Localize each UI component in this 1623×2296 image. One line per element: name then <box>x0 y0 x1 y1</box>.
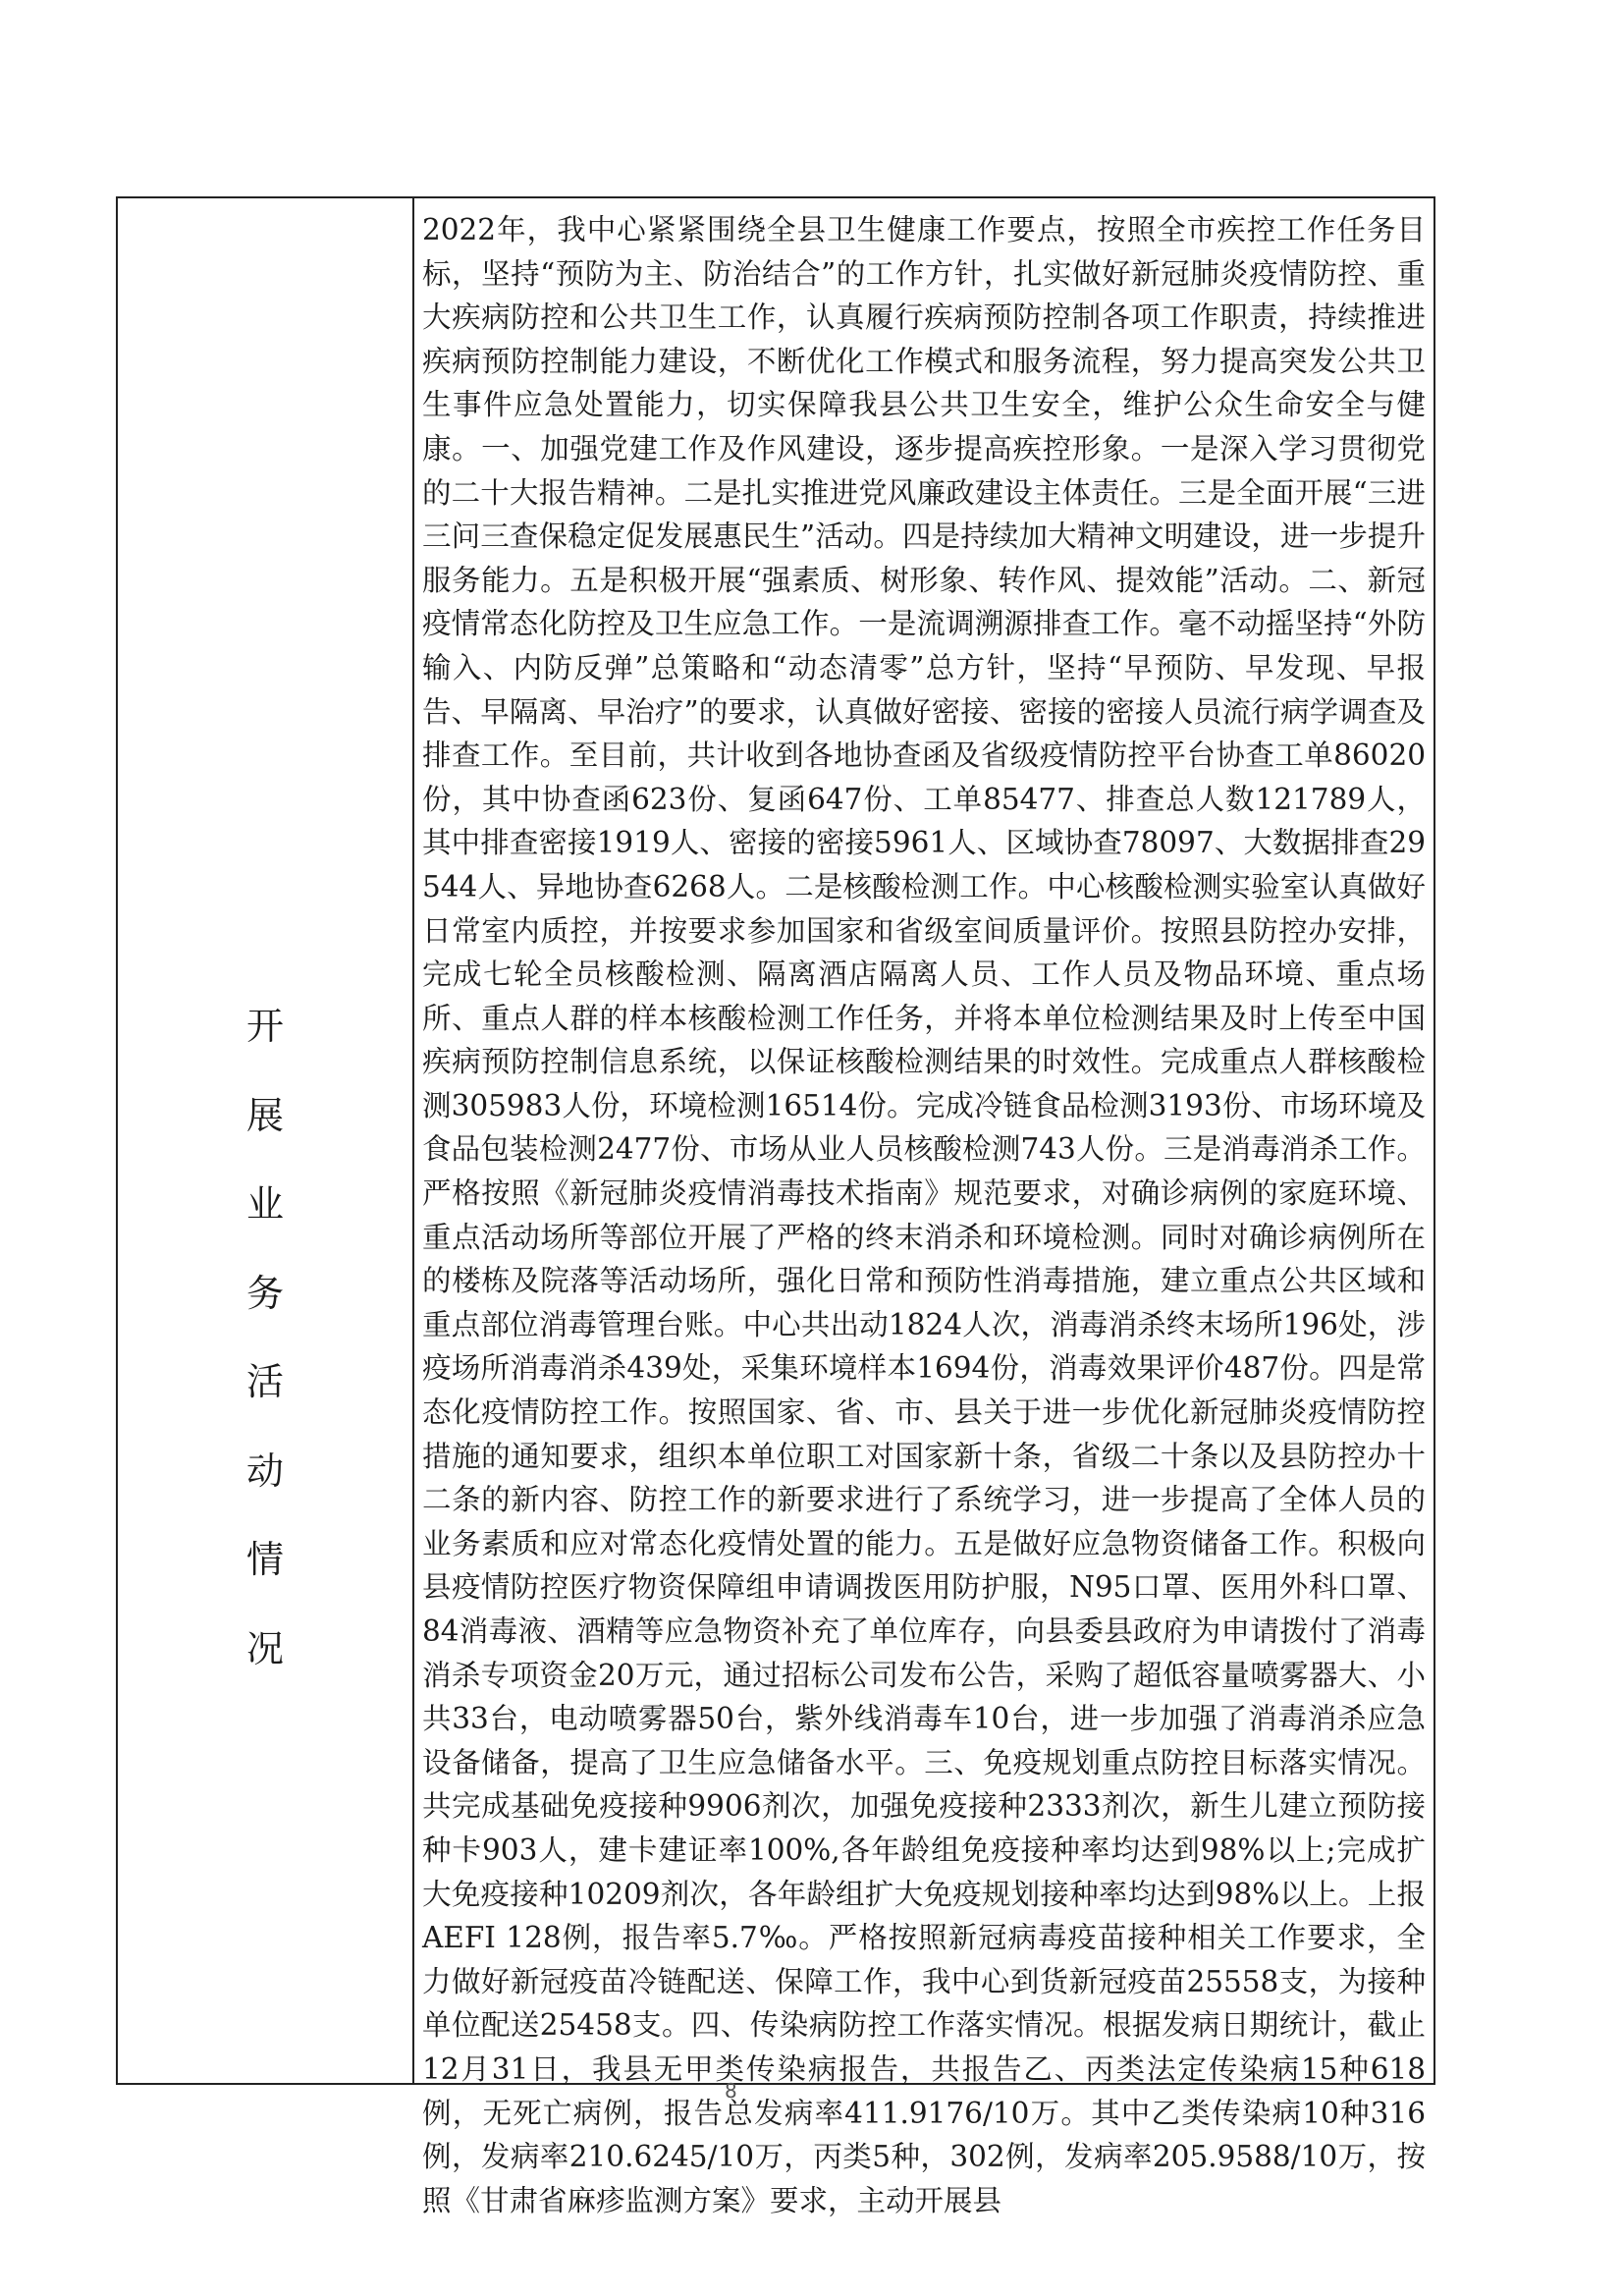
section-label-char: 开 <box>245 1005 284 1048</box>
section-label-char: 业 <box>245 1182 284 1227</box>
section-label-char: 展 <box>245 1093 284 1137</box>
page-number: 8 <box>725 2079 737 2103</box>
section-label-char: 务 <box>245 1271 284 1315</box>
activity-form-table <box>116 196 1435 2217</box>
section-label-char: 活 <box>245 1360 284 1404</box>
content-cell <box>414 198 1434 2217</box>
section-label-char: 况 <box>245 1626 284 1670</box>
section-label-char: 动 <box>245 1449 284 1493</box>
section-label-char: 情 <box>245 1538 284 1582</box>
section-label <box>118 1004 412 1671</box>
section-label-cell <box>118 198 414 2083</box>
activity-report-text: 2022年，我中心紧紧围绕全县卫生健康工作要点，按照全市疾控工作任务目标，坚持“预防为主、防治结合”的工作方针，扎实做好新冠肺炎疫情防控、重大疾病防控和公共卫生工作，认真履行疾病预防控制各项工作职责，持续推进疾病预防控制能力建设，不断优化工作模式和服务流程，努力提高突发公共卫生事件应急处置能力，切实保障我县公共卫生安全，维护公众生命安全与健康。一、加强党建工作及作风建设，逐步提高疾控形象。一是深入学习贯彻党的二十大报告精神。二是扎实推进党风廉政建设主体责任。三是全面开展“三进三问三查保稳定促发展惠民生”活动。四是持续加大精神文明建设，进一步提升服务能力。五是积极开展“强素质、树形象、转作风、提效能”活动。二、新冠疫情常态化防控及卫生应急工作。一是流调溯源排查工作。毫不动摇坚持“外防输入、内防反弹”总策略和“动态清零”总方针，坚持“早预防、早发现、早报告、早隔离、早治疗”的要求，认真做好密接、密接的密接人员流行病学调查及排查工作。至目前，共计收到各地协查函及省级疫情防控平台协查工单86020份，其中协查函623份、复函647份、工单85477、排查总人数121789人，其中排查密接1919人、密接的密接5961人、区域协查78097、大数据排查29544人、异地协查6268人。二是核酸检测工作。中心核酸检测实验室认真做好日常室内质控，并按要求参加国家和省级室间质量评价。按照县防控办安排，完成七轮全员核酸检测、隔离酒店隔离人员、工作人员及物品环境、重点场所、重点人群的样本核酸检测工作任务，并将本单位检测结果及时上传至中国疾病预防控制信息系统，以保证核酸检测结果的时效性。完成重点人群核酸检测305983人份，环境检测16514份。完成冷链食品检测3193份、市场环境及食品包装检测2477份、市场从业人员核酸检测743人份。三是消毒消杀工作。严格按照《新冠肺炎疫情消毒技术指南》规范要求，对确诊病例的家庭环境、重点活动场所等部位开展了严格的终末消杀和环境检测。同时对确诊病例所在的楼栋及院落等活动场所，强化日常和预防性消毒措施，建立重点公共区域和重点部位消毒管理台账。中心共出动1824人次，消毒消杀终末场所196处，涉疫场所消毒消杀439处，采集环境样本1694份，消毒效果评价487份。四是常态化疫情防控工作。按照国家、省、市、县关于进一步优化新冠肺炎疫情防控措施的通知要求，组织本单位职工对国家新十条，省级二十条以及县防控办十二条的新内容、防控工作的新要求进行了系统学习，进一步提高了全体人员的业务素质和应对常态化疫情处置的能力。五是做好应急物资储备工作。积极向县疫情防控医疗物资保障组申请调拨医用防护服，N95口罩、医用外科口罩、84消毒液、酒精等应急物资补充了单位库存，向县委县政府为申请拨付了消毒消杀专项资金20万元，通过招标公司发布公告，采购了超低容量喷雾器大、小共33台，电动喷雾器50台，紫外线消毒车10台，进一步加强了消毒消杀应急设备储备，提高了卫生应急储备水平。三、免疫规划重点防控目标落实情况。共完成基础免疫接种9906剂次，加强免疫接种2333剂次，新生儿建立预防接种卡903人，建卡建证率100%,各年龄组免疫接种率均达到98%以上;完成扩大免疫接种10209剂次，各年龄组扩大免疫规划接种率均达到98%以上。上报AEFI 128例，报告率5.7‰。严格按照新冠病毒疫苗接种相关工作要求，全力做好新冠疫苗冷链配送、保障工作，我中心到货新冠疫苗25558支，为接种单位配送25458支。四、传染病防控工作落实情况。根据发病日期统计，截止12月31日，我县无甲类传染病报告，共报告乙、丙类法定传染病15种618例，无死亡病例，报告总发病率411.9176/10万。其中乙类传染病10种316例，发病率210.6245/10万，丙类5种，302例，发病率205.9588/10万，按照《甘肃省麻疹监测方案》要求，主动开展县 <box>422 213 1426 2217</box>
